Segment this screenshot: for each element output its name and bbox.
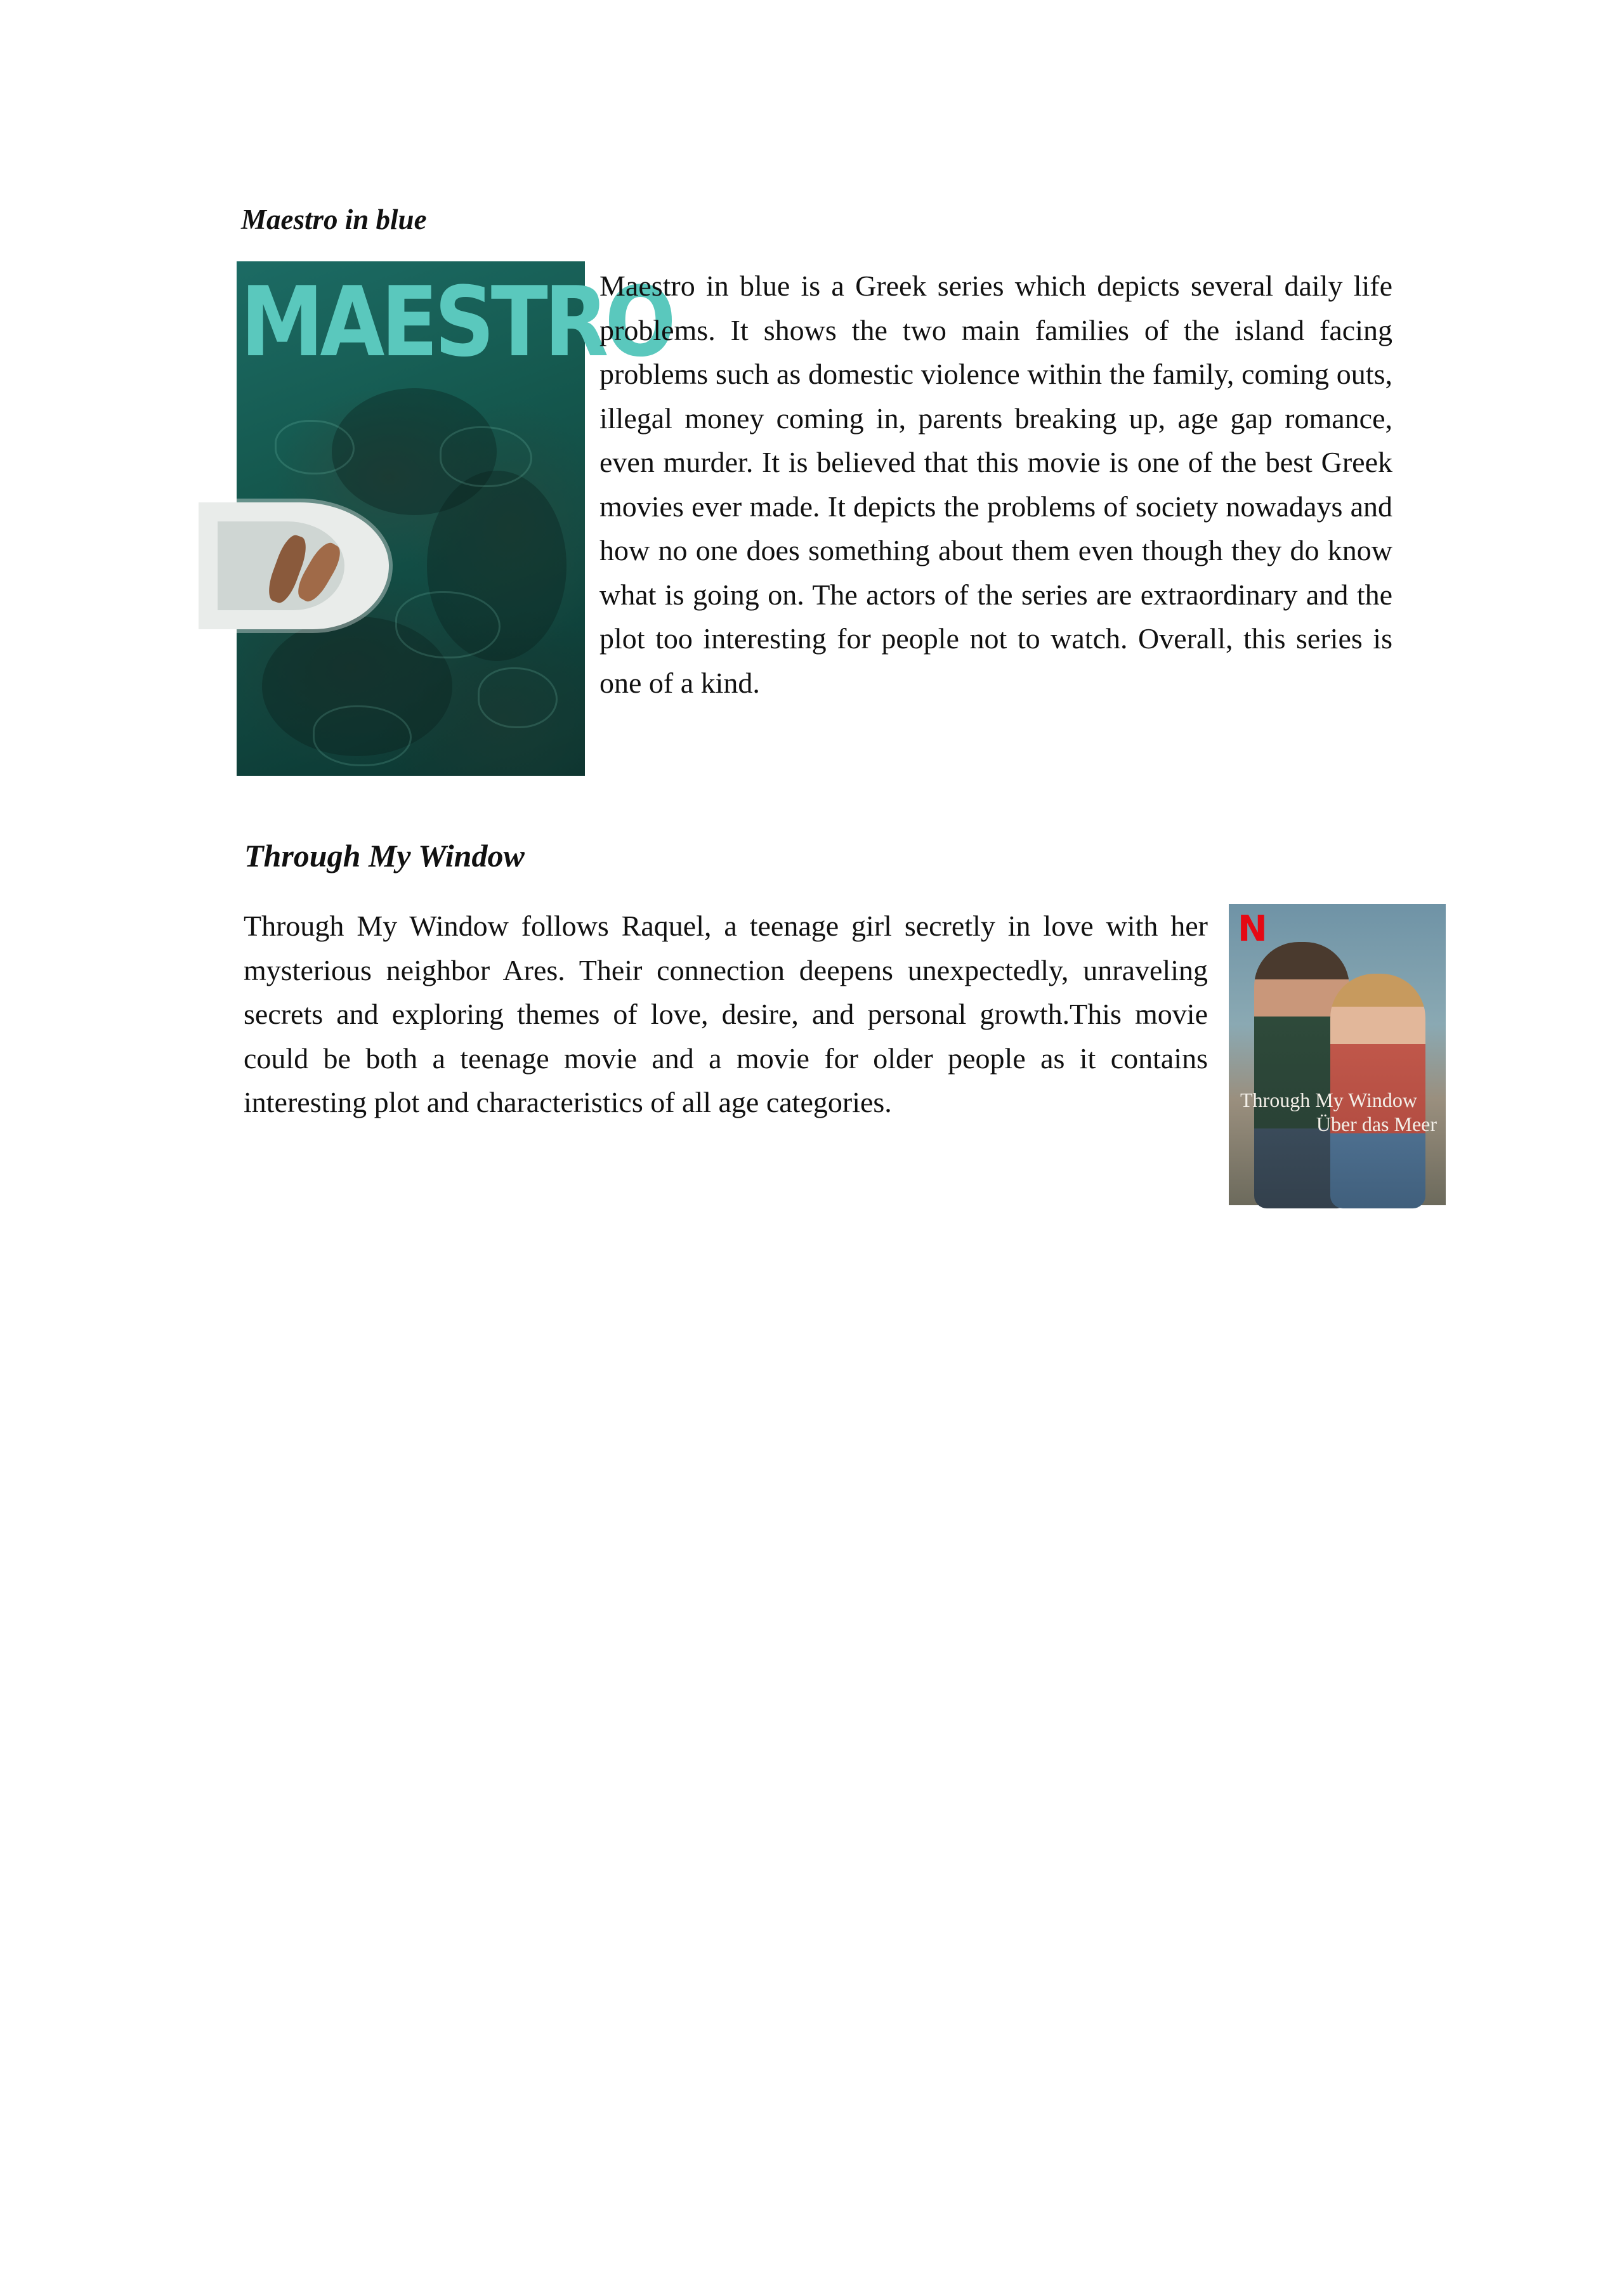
water-ripple [313, 705, 412, 766]
poster-title-line1: Through My Window [1240, 1089, 1417, 1111]
water-ripple [395, 591, 501, 658]
maestro-poster-image [237, 261, 672, 776]
water-ripple [440, 426, 532, 487]
through-my-window-poster-title [1240, 1088, 1437, 1136]
water-ripple [478, 667, 558, 728]
maestro-poster-title: MAESTRO [240, 266, 672, 379]
boat-shape [199, 502, 389, 629]
through-my-window-poster-image [1229, 904, 1446, 1205]
maestro-description: Maestro in blue is a Greek series which depicts several daily life problems. It shows the two main families of the island facing problems such as domestic violence within the family, coming outs, illegal money coming in, parents breaking up, age gap romance, even murder. It is believed that this movie is one of the best Greek movies ever made. It depicts the problems of society nowadays and how no one does something about them even though they do know what is going on. The actors of the series are extraordinary and the plot too interesting for people not to watch. Overall, this series is one of a kind. [599, 270, 1392, 699]
netflix-logo-icon: N [1238, 908, 1267, 950]
water-ripple [275, 420, 355, 474]
section-title-through-my-window: Through My Window [244, 838, 525, 873]
section-title-maestro: Maestro in blue [241, 204, 427, 235]
poster-title-line2: Über das Meer [1316, 1113, 1437, 1135]
through-my-window-description: Through My Window follows Raquel, a teenage girl secretly in love with her mysterious neighbor Ares. Their connection deepens unexpectedly, unraveling secrets and exploring themes of love, desire, and personal growth.This movie could be both a teenage movie and a movie for older people as it contains interesting plot and characteristics of all age categories. [244, 910, 1208, 1118]
